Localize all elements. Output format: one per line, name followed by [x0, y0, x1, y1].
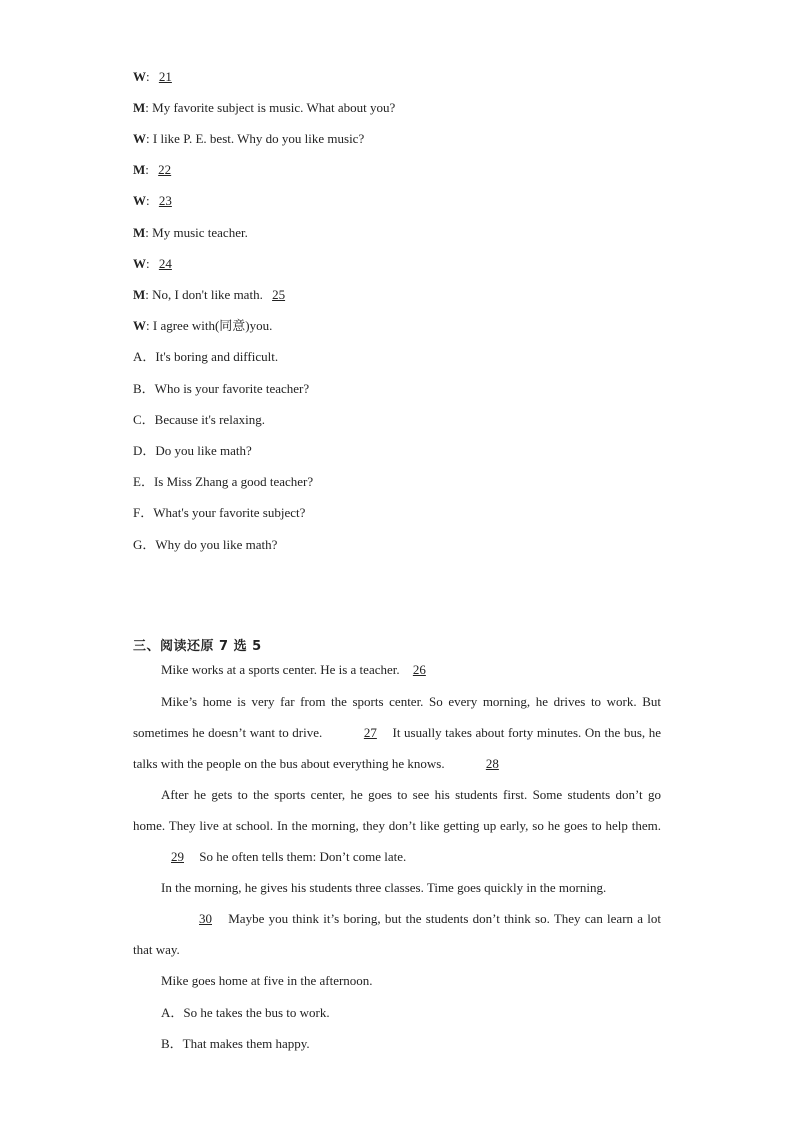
paragraph-1	[161, 662, 438, 678]
dialogue-text: My favorite subject is music. What about you?	[152, 100, 396, 115]
answer-blank: 30	[199, 911, 212, 926]
paragraph-text: It usually takes about forty minutes. On the bus, he talks with the people on the bus about everything he knows.	[133, 725, 662, 771]
speaker-label: M	[133, 162, 146, 177]
paragraph-text: Mike’s home is very far from the sports center. So every morning, he drives to work. But sometimes he doesn’t want to drive.	[133, 694, 661, 740]
option-text: What's your favorite subject?	[153, 505, 306, 520]
option-item	[161, 1005, 330, 1021]
paragraph-4	[161, 880, 606, 896]
dialogue-line: W: 24	[133, 256, 178, 272]
option-item	[133, 412, 265, 428]
dialogue-text: I agree with(同意)you.	[152, 318, 273, 333]
option-text: It's boring and difficult.	[155, 349, 279, 364]
option-letter: A．	[161, 1005, 184, 1020]
answer-blank: 27	[363, 725, 377, 740]
option-letter: D．	[133, 443, 156, 458]
option-text: Who is your favorite teacher?	[154, 381, 310, 396]
option-letter: G．	[133, 537, 156, 552]
option-letter: E．	[133, 474, 154, 489]
answer-blank: 25	[272, 287, 286, 302]
paragraph-text: Mike goes home at five in the afternoon.	[161, 973, 373, 988]
speaker-label: M	[133, 100, 146, 115]
dialogue-line: M: My favorite subject is music. What about you?	[133, 100, 396, 115]
speaker-label: W	[133, 318, 146, 333]
option-item	[161, 1036, 310, 1052]
paragraph-text: Maybe you think it’s boring, but the students don’t think so. They can learn a lot that way.	[133, 911, 661, 957]
option-letter: F．	[133, 505, 154, 520]
section-title: 三、阅读还原 7 选 5	[133, 639, 262, 654]
dialogue-line: W: I agree with(同意)you.	[133, 318, 273, 333]
dialogue-line: M: My music teacher.	[133, 225, 248, 240]
speaker-label: W	[133, 131, 146, 146]
dialogue-line: W: 21	[133, 69, 178, 85]
dialogue-text: My music teacher.	[152, 225, 248, 240]
option-item	[133, 474, 313, 490]
speaker-label: W	[133, 256, 146, 271]
option-letter: B．	[161, 1036, 183, 1051]
dialogue-text: No, I don't like math.	[152, 287, 263, 302]
answer-blank: 23	[158, 193, 172, 208]
paragraph-5	[133, 903, 661, 965]
answer-blank: 26	[412, 662, 426, 677]
option-text: That makes them happy.	[182, 1036, 310, 1051]
option-letter: A．	[133, 349, 156, 364]
option-text: Is Miss Zhang a good teacher?	[153, 474, 314, 489]
option-item	[133, 537, 277, 553]
option-item	[133, 381, 309, 397]
paragraph-6	[161, 973, 373, 989]
option-text: Because it's relaxing.	[154, 412, 265, 427]
paragraph-2	[133, 686, 661, 779]
option-text: Why do you like math?	[155, 537, 278, 552]
speaker-label: W	[133, 193, 146, 208]
dialogue-line: W: I like P. E. best. Why do you like music?	[133, 131, 365, 146]
option-text: So he takes the bus to work.	[183, 1005, 330, 1020]
option-text: Do you like math?	[155, 443, 252, 458]
paragraph-text: After he gets to the sports center, he goes to see his students first. Some students don’t go home. They live at school. In the morning, they don’t like getting up early, so he goes to help them.	[133, 787, 661, 833]
speaker-label: W	[133, 69, 146, 84]
dialogue-line: W: 23	[133, 193, 178, 209]
answer-blank: 22	[158, 162, 172, 177]
answer-blank: 29	[171, 849, 184, 864]
speaker-label: M	[133, 287, 146, 302]
answer-blank: 21	[158, 69, 172, 84]
option-letter: C．	[133, 412, 155, 427]
option-letter: B．	[133, 381, 155, 396]
answer-blank: 28	[485, 756, 499, 771]
dialogue-text: I like P. E. best. Why do you like music?	[152, 131, 365, 146]
paragraph-text: So he often tells them: Don’t come late.	[199, 849, 407, 864]
option-item	[133, 505, 305, 521]
dialogue-line: M: 22	[133, 162, 177, 178]
paragraph-text: Mike works at a sports center. He is a teacher.	[161, 662, 400, 677]
answer-blank: 24	[158, 256, 172, 271]
paragraph-text: In the morning, he gives his students three classes. Time goes quickly in the morning.	[161, 880, 607, 895]
paragraph-3	[133, 779, 661, 872]
speaker-label: M	[133, 225, 146, 240]
option-item	[133, 443, 252, 459]
dialogue-line: M: No, I don't like math. 25	[133, 287, 291, 303]
option-item	[133, 349, 278, 365]
